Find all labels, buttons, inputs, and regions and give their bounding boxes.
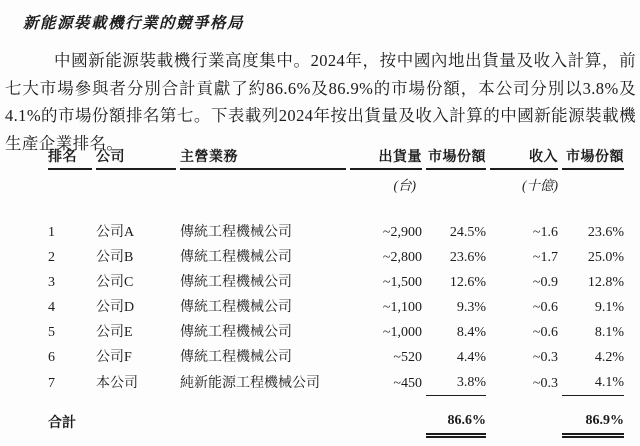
header-shipments: 出貨量	[350, 144, 422, 170]
company-cell: 公司F	[96, 350, 132, 365]
company-cell: 公司B	[96, 250, 134, 265]
shipments-share-cell: 24.5%	[449, 225, 486, 240]
rank-cell: 6	[48, 350, 55, 365]
revenue-share-cell: 23.6%	[587, 225, 624, 240]
table-row	[48, 270, 624, 295]
revenue-cell: ~0.3	[532, 350, 558, 365]
shipments-share-cell: 9.3%	[456, 300, 486, 315]
revenue-cell: ~0.3	[532, 375, 558, 391]
table-row	[48, 220, 624, 245]
revenue-cell: ~1.6	[532, 225, 558, 240]
table-row	[48, 245, 624, 270]
empty-cell	[96, 170, 176, 200]
header-shipments-share: 市場份額	[426, 144, 486, 170]
empty-cell	[350, 409, 422, 438]
shipments-share-cell: 3.8%	[426, 370, 486, 396]
header-revenue-share: 市場份額	[562, 144, 624, 170]
header-rank: 排名	[48, 144, 92, 170]
spacer-row	[48, 396, 624, 409]
revenue-share-cell: 9.1%	[594, 300, 624, 315]
unit-revenue: (十億)	[522, 178, 558, 193]
body-paragraph: 中國新能源裝載機行業高度集中。2024年，按中國內地出貨量及收入計算，前七大市場參與者分別合計貢獻了約86.6%及86.9%的市場份額，本公司分別以3.8%及4.1%的市場份額排名第七。下表載列2024年按出貨量及收入計算的中國新能源裝載機生產企業排名。	[5, 51, 636, 153]
business-cell: 傳統工程機械公司	[180, 325, 292, 340]
header-revenue: 收入	[490, 144, 558, 170]
revenue-share-cell: 4.2%	[594, 350, 624, 365]
table-row	[48, 320, 624, 345]
section-title: 新能源裝載機行業的競爭格局	[23, 15, 245, 32]
spacer-row	[48, 200, 624, 220]
revenue-share-cell: 8.1%	[594, 325, 624, 340]
rank-cell: 5	[48, 325, 55, 340]
company-cell: 公司C	[96, 275, 134, 290]
shipments-share-cell: 12.6%	[449, 275, 486, 290]
table-row	[48, 370, 624, 396]
rank-cell: 4	[48, 300, 55, 315]
company-cell: 本公司	[96, 375, 138, 391]
rank-cell: 2	[48, 250, 55, 265]
revenue-share-cell: 25.0%	[587, 250, 624, 265]
shipments-cell: ~1,500	[382, 275, 422, 290]
table-units-row	[48, 170, 624, 200]
business-cell: 傳統工程機械公司	[180, 225, 292, 240]
table-header-row	[48, 144, 624, 170]
shipments-share-cell: 23.6%	[449, 250, 486, 265]
empty-cell	[490, 409, 558, 438]
table-row	[48, 345, 624, 370]
ranking-table	[44, 144, 628, 438]
shipments-cell: ~450	[393, 375, 422, 391]
shipments-cell: ~520	[393, 350, 422, 365]
shipments-cell: ~2,800	[382, 250, 422, 265]
header-company: 公司	[96, 144, 176, 170]
empty-cell	[48, 170, 92, 200]
business-cell: 傳統工程機械公司	[180, 250, 292, 265]
total-shipments-share-cell: 86.6%	[426, 409, 486, 438]
shipments-cell: ~1,100	[382, 300, 422, 315]
business-cell: 純新能源工程機械公司	[180, 375, 320, 391]
total-label-cell: 合計	[48, 415, 76, 431]
revenue-cell: ~0.6	[532, 300, 558, 315]
business-cell: 傳統工程機械公司	[180, 300, 292, 315]
company-cell: 公司A	[96, 225, 135, 240]
table-row	[48, 295, 624, 320]
empty-cell	[48, 200, 624, 220]
table-total-row	[48, 409, 624, 438]
company-cell: 公司E	[96, 325, 133, 340]
empty-cell	[426, 170, 486, 200]
revenue-share-cell: 4.1%	[562, 370, 624, 396]
shipments-share-cell: 8.4%	[456, 325, 486, 340]
shipments-cell: ~1,000	[382, 325, 422, 340]
rank-cell: 7	[48, 375, 55, 391]
revenue-cell: ~0.6	[532, 325, 558, 340]
total-revenue-share-cell: 86.9%	[562, 409, 624, 438]
revenue-cell: ~1.7	[532, 250, 558, 265]
empty-cell	[48, 396, 624, 409]
business-cell: 傳統工程機械公司	[180, 350, 292, 365]
rank-cell: 1	[48, 225, 55, 240]
unit-shipments: (台)	[393, 178, 416, 193]
empty-cell	[180, 170, 346, 200]
rank-cell: 3	[48, 275, 55, 290]
company-cell: 公司D	[96, 300, 135, 315]
revenue-share-cell: 12.8%	[587, 275, 624, 290]
revenue-cell: ~0.9	[532, 275, 558, 290]
shipments-cell: ~2,900	[382, 225, 422, 240]
business-cell: 傳統工程機械公司	[180, 275, 292, 290]
shipments-share-cell: 4.4%	[456, 350, 486, 365]
header-business: 主營業務	[180, 144, 346, 170]
empty-cell	[562, 170, 624, 200]
